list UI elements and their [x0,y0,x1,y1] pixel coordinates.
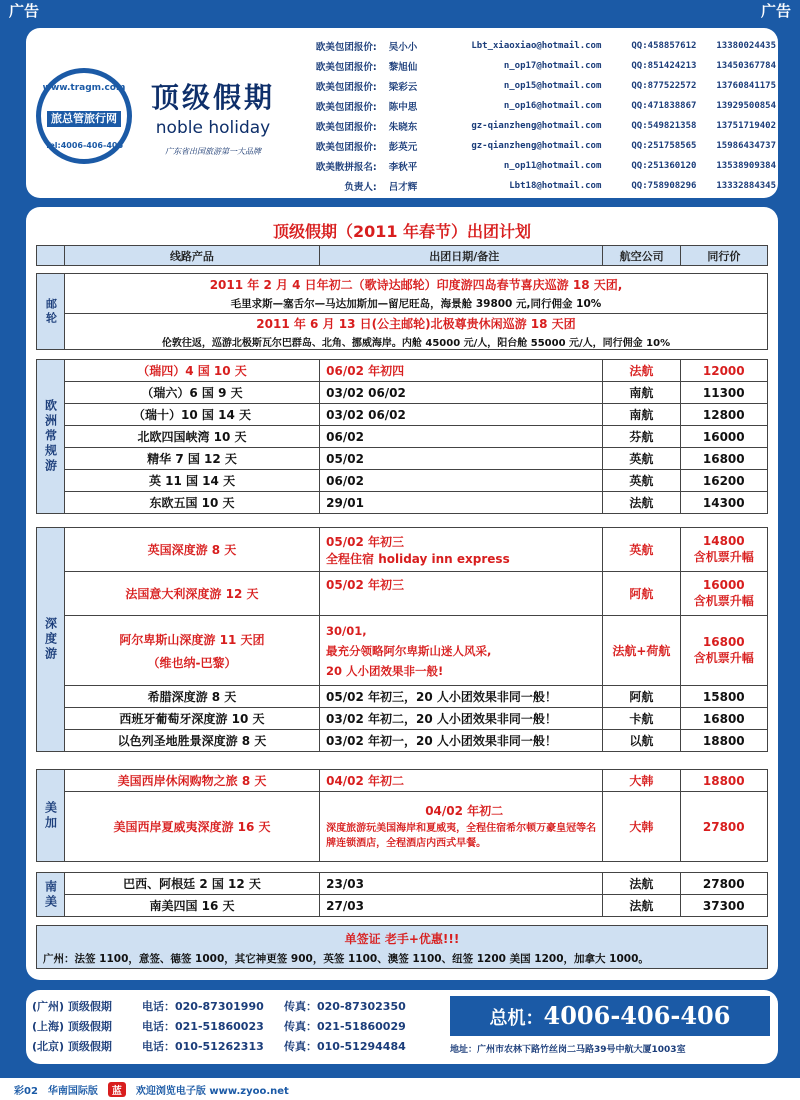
contact-qq: QQ:458857612 [631,41,697,51]
cruise-1-title: 2011 年 2 月 4 日年初二（歌诗达邮轮）印度游四岛春节喜庆巡游 18 天团, [209,278,623,292]
contact-qq: QQ:758908296 [631,181,697,191]
usca-table [36,769,768,862]
price-cell: 12800 [680,404,768,426]
route-cell: 南美四国 16 天 [64,895,319,917]
route-cell: 英国深度游 8 天 [64,528,319,572]
logo-band: 旅总管旅行网 [47,111,121,127]
contact-row [296,136,776,156]
brand-name-cn: 顶级假期 [150,81,275,114]
contact-email: n_op15@hotmail.com [503,81,602,91]
price-cell [680,572,767,616]
footer-panel [26,990,778,1064]
contact-row [296,156,776,176]
route-cell: 西班牙葡萄牙深度游 10 天 [64,708,319,730]
date-cell: 23/03 [320,873,603,895]
header-price: 同行价 [680,246,767,266]
office-tel: 电话：020-87301990 [142,1000,264,1013]
price-cell: 15800 [680,686,767,708]
route-cell [64,616,319,686]
address: 地址：广州市农林下路竹丝岗二马路39号中航大厦1003室 [450,1045,686,1055]
date-cell: 03/02 年初二，20 人小团效果非同一般！ [320,708,603,730]
contact-row [296,76,776,96]
header-blank [37,246,65,266]
route-cell: （瑞六）6 国 9 天 [64,382,319,404]
cruise-table [36,273,768,350]
price-note: 含机票升幅 [693,550,754,564]
route-cell: 以色列圣地胜景深度游 8 天 [64,730,319,752]
deep-table [36,527,768,752]
logo [36,68,132,164]
route-cell: 英 11 国 14 天 [64,470,319,492]
contact-name: 朱晓东 [388,122,418,133]
price-cell [680,528,767,572]
office-row [32,998,444,1018]
bottom-bar [0,1078,800,1100]
europe-table [36,359,768,514]
contact-name: 吕才辉 [388,182,418,193]
edition: 华南国际版 [47,1085,98,1097]
route-cell: 北欧四国峡湾 10 天 [64,426,319,448]
contact-row [296,96,776,116]
date-cell: 05/02 年初三，20 人小团效果非同一般！ [320,686,603,708]
edition-badge: 蓝 [108,1082,126,1097]
airline-cell: 阿航 [603,686,680,708]
date-cell: 04/02 年初二 [320,770,603,792]
office-city: (广州) 顶级假期 [32,1000,112,1013]
airline-cell: 法航 [603,873,680,895]
airline-cell: 大韩 [603,770,680,792]
contact-phone: 13751719402 [716,121,776,131]
route-cell: 希腊深度游 8 天 [64,686,319,708]
date-cell: 05/02 年初三 [320,572,603,616]
route-cell: 东欧五国 10 天 [64,492,319,514]
date-note: 20 人小团效果非一般! [326,663,444,678]
price-value: 14800 [702,534,745,548]
price-cell: 18800 [680,770,768,792]
price-value: 16000 [702,578,745,592]
price-cell: 16800 [680,448,768,470]
price-cell: 12000 [680,360,768,382]
airline-cell: 英航 [603,528,680,572]
contact-qq: QQ:471838867 [631,101,697,111]
date-line: 04/02 年初二 [425,804,504,818]
date-cell: 05/02 [320,448,603,470]
website-link[interactable]: 欢迎浏览电子版 www.zyoo.net [135,1085,289,1097]
office-fax: 传真：020-87302350 [284,1000,406,1013]
office-fax: 传真：021-51860029 [284,1020,406,1033]
header-panel [26,28,778,198]
date-cell: 29/01 [320,492,603,514]
airline-cell: 法航 [603,895,680,917]
section-europe: 欧洲常规游 [37,360,65,514]
office-row [32,1018,444,1038]
contact-phone: 13380024435 [716,41,776,51]
cruise-2 [64,314,767,350]
airline-cell: 卡航 [603,708,680,730]
contact-label: 欧美散拼报名: [315,162,377,173]
price-cell: 16800 [680,708,767,730]
contact-phone: 13760841175 [716,81,776,91]
hotline-number: 4006-406-406 [543,1001,731,1030]
date-line: 30/01, [326,623,367,638]
contact-qq: QQ:877522572 [631,81,697,91]
airline-cell: 阿航 [603,572,680,616]
header-airline: 航空公司 [603,246,680,266]
contact-row [296,176,776,196]
contact-row [296,36,776,56]
date-cell: 27/03 [320,895,603,917]
date-note: 最充分领略阿尔卑斯山迷人风采, [326,643,492,658]
contact-email: n_op16@hotmail.com [503,101,602,111]
airline-cell: 英航 [603,470,680,492]
price-cell: 16200 [680,470,768,492]
price-cell: 16000 [680,426,768,448]
contact-name: 梁彩云 [388,82,418,93]
airline-cell: 法航 [603,360,680,382]
date-cell [320,792,603,862]
contact-email: n_op11@hotmail.com [503,161,602,171]
airline-cell: 以航 [603,730,680,752]
header-route: 线路产品 [64,246,319,266]
contact-name: 吴小小 [388,42,418,53]
contact-email: gz-qianzheng@hotmail.com [471,121,602,131]
cruise-1 [64,274,767,314]
office-row [32,1038,444,1058]
office-tel: 电话：021-51860023 [142,1020,264,1033]
brand-slogan: 广东省出国旅游第一大品牌 [165,147,261,156]
contact-name: 陈中思 [388,102,418,113]
price-cell: 11300 [680,382,768,404]
route-cell: 美国西岸夏威夷深度游 16 天 [64,792,319,862]
section-deep: 深度游 [37,528,65,752]
sa-table [36,872,768,917]
office-list [32,998,444,1058]
section-usca: 美加 [37,770,65,862]
contact-qq: QQ:851424213 [631,61,697,71]
contact-row [296,56,776,76]
contact-email: n_op17@hotmail.com [503,61,602,71]
route-cell: 法国意大利深度游 12 天 [64,572,319,616]
cruise-1-desc: 毛里求斯—塞舌尔—马达加斯加—留尼旺岛，海景舱 39800 元,同行佣金 10% [230,298,602,310]
contact-phone: 13538909384 [716,161,776,171]
date-note: 全程住宿 holiday inn express [326,551,510,566]
price-cell: 27800 [680,792,768,862]
cruise-2-desc: 伦敦往返，巡游北极斯瓦尔巴群岛、北角、挪威海岸。内舱 45000 元/人，阳台舱 55000 元/人，同行佣金 10% [161,337,671,349]
visa-text: 广州：法签 1100，意签、德签 1000，其它神更签 900，英签 1100、澳签 1100、纽签 1200 美国 1200，加拿大 1000。 [43,953,649,965]
airline-cell: 法航 [603,492,680,514]
contact-qq: QQ:251758565 [631,141,697,151]
route-cell: 精华 7 国 12 天 [64,448,319,470]
brand [138,76,288,157]
office-city: (北京) 顶级假期 [32,1040,112,1053]
ad-badge-left: 广告 [0,0,48,22]
airline-cell: 南航 [603,404,680,426]
contact-phone: 13929500854 [716,101,776,111]
hotline-label: 总机： [489,1008,544,1029]
date-cell: 03/02 06/02 [320,382,603,404]
contact-label: 负责人: [344,182,377,193]
date-cell: 06/02 [320,426,603,448]
header-date: 出团日期/备注 [320,246,603,266]
route-cell: 巴西、阿根廷 2 国 12 天 [64,873,319,895]
route-cell: （瑞四）4 国 10 天 [64,360,319,382]
airline-cell: 英航 [603,448,680,470]
contact-phone: 13450367784 [716,61,776,71]
schedule-header [36,245,768,266]
contact-row [296,116,776,136]
logo-top-text: www.tragm.com [42,83,126,93]
price-cell [680,616,767,686]
airline-cell: 南航 [603,382,680,404]
contact-label: 欧美包团报价: [315,102,377,113]
page-title: 顶级假期（2011 年春节）出团计划 [272,222,532,241]
visa-box [36,925,768,969]
contact-list [296,36,776,196]
brand-name-en: noble holiday [155,118,271,138]
contact-label: 欧美包团报价: [315,82,377,93]
contact-email: Lbt_xiaoxiao@hotmail.com [471,41,602,51]
route-cell: 美国西岸休闲购物之旅 8 天 [64,770,319,792]
contact-qq: QQ:549821358 [631,121,697,131]
price-value: 16800 [702,635,745,649]
section-cruise: 邮轮 [37,274,65,350]
price-note: 含机票升幅 [693,594,754,608]
date-cell: 06/02 年初四 [320,360,603,382]
contact-label: 欧美包团报价: [315,122,377,133]
airline-cell: 法航+荷航 [603,616,680,686]
price-cell: 27800 [680,873,768,895]
price-cell: 14300 [680,492,768,514]
office-fax: 传真：010-51294484 [284,1040,406,1053]
logo-bottom-text: Tel:4006-406-406 [44,141,124,150]
contact-phone: 15986434737 [716,141,776,151]
route-name: 阿尔卑斯山深度游 11 天团 [119,632,265,647]
contact-qq: QQ:251360120 [631,161,697,171]
office-city: (上海) 顶级假期 [32,1020,112,1033]
ad-badge-right: 广告 [752,0,800,22]
page-number: 彩02 [14,1085,38,1097]
contact-email: Lbt18@hotmail.com [509,181,602,191]
contact-name: 李秋平 [388,162,418,173]
hotline-banner [450,996,770,1036]
contact-label: 欧美包团报价: [315,62,377,73]
date-cell [320,616,603,686]
price-cell: 18800 [680,730,767,752]
date-cell: 03/02 06/02 [320,404,603,426]
airline-cell: 芬航 [603,426,680,448]
date-cell: 03/02 年初一，20 人小团效果非同一般！ [320,730,603,752]
price-cell: 37300 [680,895,768,917]
contact-label: 欧美包团报价: [315,142,377,153]
date-line: 05/02 年初三 [326,534,404,549]
contact-email: gz-qianzheng@hotmail.com [471,141,602,151]
office-tel: 电话：010-51262313 [142,1040,264,1053]
airline-cell: 大韩 [603,792,680,862]
cruise-2-title: 2011 年 6 月 13 日(公主邮轮)北极尊贵休闲巡游 18 天团 [256,316,576,331]
date-cell: 06/02 [320,470,603,492]
date-cell [320,528,603,572]
section-south-america: 南美 [37,873,65,917]
contact-phone: 13332884345 [716,181,776,191]
route-sub: （维也纳-巴黎） [147,655,237,670]
visa-title: 单签证 老手+优惠!!! [344,932,460,946]
date-note: 深度旅游玩美国海岸和夏威夷，全程住宿希尔顿万豪皇冠等名牌连锁酒店，全程酒店内西式早餐。 [326,823,597,849]
schedule-panel [26,207,778,980]
contact-label: 欧美包团报价: [315,42,377,53]
price-note: 含机票升幅 [693,651,754,665]
contact-name: 黎旭仙 [388,62,418,73]
contact-name: 彭英元 [388,142,418,153]
route-cell: （瑞十）10 国 14 天 [64,404,319,426]
